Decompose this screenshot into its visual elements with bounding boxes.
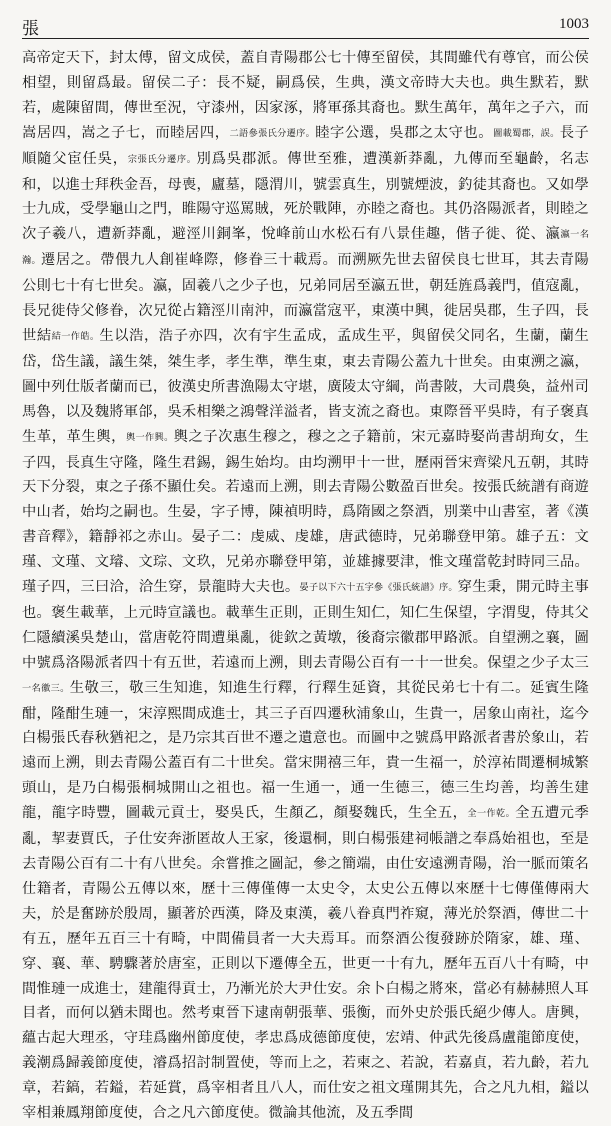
text-segment: 全五遭元季亂，挈妻賈氏，子仕安奔浙匿故人王家，後還桐，則白楊張建祠帳譜之奉爲始祖也，至是去青陽公百有二十有八世矣。余嘗推之圖記，參之簡端，由仕安遠溯青陽，治一脈而策名仕籍者，青陽公五傳以來，歷十三傳僅傳一太史令，太史公五傳以來歷十七傳僅傳兩大夫，於是奮跡於殷周，顯著於西漢，降及東漢，羲八眷真門祚窺，薄光於祭酒，傳世二十有五，歷年五百三十有畸，中間備員者一大夫焉耳。而祭酒公復發跡於隋家，雄、瑾、穿、襄、華、騁驟著於唐室，正則以下遷傳全五，世更一十有九，歷年五百八十有畸，中間惟璉一成進士，建龍得貢士，乃漸光於大尹仕安。余卜白楊之將來，當必有赫赫照人耳目者，而何以猶未聞也。然考東晉下逮南朝張華、張衡，而外史於張氏絕少傳人。唐興，蘊古起大理丞，守珪爲幽州節度使，孝忠爲成德節度使，宏靖、仲武先後爲盧龍節度使，義潮爲歸義節度使，濬爲招討制置使，等而上之，若柬之、若說，若嘉貞，若九齡，若九章，若鎬，若鎰，若延賞，爲宰相者且八人，而仕安之祖文瑾開其先，合之凡九相，鎰以宰相兼鳳翔節度使，合之凡六節度使。微論其他流，及五季間 [22, 805, 590, 1122]
inline-note: 宗張氏分遷序。 [127, 153, 197, 165]
inline-note: 圖載蜀郡，誤。 [493, 127, 560, 139]
inline-note: 結一作皓。 [51, 330, 100, 342]
inline-note: 晏子以下六十五字參《張氏統譜》序。 [299, 582, 458, 594]
text-segment: 輿之子次惠生穆之，穆之之子籍前，宋元嘉時娶尚書胡珣女，生子四，長真生守隆，隆生君錫，錫生始均。由均溯甲十一世，歷兩晉宋齊梁凡五朝，其時天下分裂，東之子孫不顯仕矣。若遠而上溯，則去青陽公數盈百世矣。按張氏統譜有商遊中山者，始均之嗣也。生晏，字子博，陳禎明時，爲隋國之祭酒，別業中山書室，著《漢書音釋》，籍靜祁之赤山。晏子二：虔威、虔雄，唐武德時，兄弟聯登甲第。雄子五：文瑾、文瑾、文璿、文琮、文玖，兄弟亦聯登甲第，並雄據要津，惟文瑾當乾封時同三品。瑾子四，三曰洽，洽生穿，景龍時大夫也。 [22, 428, 590, 596]
running-title: 張 [22, 19, 40, 39]
genealogy-text [22, 46, 589, 1126]
inline-note: 輿一作興。 [125, 431, 174, 443]
inline-note: 二語參張氏分遷序。 [229, 127, 316, 139]
body-paragraph [22, 46, 589, 1126]
text-segment: 穿生秉，開元時主事也。褒生載華，上元時宣議也。載華生正則，正則生知仁，知仁生保望，字渭叟，侍其父仁隱續溪吳楚山，當唐乾符間遭巢亂，徙欽之黃墩，後裔宗徽郡甲路派。自望溯之襄，圖中號爲洛陽派者四十有五世，若遠而上溯，則去青陽公百有一十一世矣。保望之少子太三 [22, 579, 589, 671]
page-header [22, 8, 589, 39]
inline-note: 全一作乾。 [467, 808, 516, 820]
text-segment: 生以浩，浩子亦四，次有宇生孟成，孟成生平，與留侯父同名，生蘭，蘭生岱，岱生議，議生桀，桀生孝，孝生準，準生東，東去青陽公蓋九十世矣。由東溯之瀛，圖中列仕版者蘭而已，彼漢史所書漁陽太守堪，廣陵太守綱，尚書陂，大司農奐，益州司馬魯，以及魏將軍郃，吳禾相樂之鴻聲洋溢者，皆支流之裔也。東際晉平吳時，有子褒真生革，革生輿， [22, 327, 590, 445]
inline-note: 瀛一名瀚。 [22, 229, 590, 267]
text-segment: 別爲吳郡派。傳世至雅，遭漢新莽亂，九傳而至龜齡，名志和，以進士拜秩金吾，母喪，廬墓，隱渭川，號雲真生，別號煙波，釣徒其裔也。又如學士九成，受學龜山之門，睢陽守巡罵賊，死於戰陣，亦睦之裔也。其仍洛陽派者，則睦之次子羲八，遭新莽亂，避涇川銅峯，悅峰前山水松石有八景佳趣，偕子徙、從、瀛 [22, 150, 589, 243]
inline-note: 一名徽三。 [22, 682, 70, 694]
text-segment: 長子順隨父宦任吳， [22, 124, 590, 167]
page-number: 1003 [559, 16, 589, 32]
text-segment: 睦字公選，吳郡之太守也。 [315, 124, 494, 141]
text-segment: 高帝定天下，封太傅，留文成侯，蓋自青陽郡公七十傳至留侯，其間雖代有尊官，而公侯相望，則留爲最。留侯二子：長不疑，嗣爲侯，生典，漢文帝時大夫也。典生默若，默若，處陳留間，傳世至況，守漆州，因家涿，將軍孫其裔也。默生萬年，萬年之子六，而嵩居四，嵩之子七，而睦居四， [22, 50, 589, 141]
text-segment: 遷居之。帶偎九人創崔峰際，修眷三十載焉。而溯厥先世去留侯良七世耳，其去青陽公則七十有七世矣。瀛，固羲八之少子也，兄弟同居至瀛五世，朝廷旌爲義門，值寇亂，長兄徙侍父修眷，次兄從占籍涇川南沖，而瀛當寇平，東漢中興，徙居吳郡，生子四，長世結 [22, 252, 590, 344]
text-segment: 生敬三，敬三生知進，知進生行釋，行釋生延資，其從民弟七十有二。延賓生隆酣，隆酣生璉一，宋淳熙間成進士，其三子百四遷秋浦象山，生貴一，居象山南社，迄今白楊張氏春秋猶祀之，是乃宗其百世不遷之遺意也。而圖中之號爲甲路派者書於象山，若遠而上溯，則去青陽公蓋百有二十世矣。當宋開禧三年，貴一生福一，於淳祐間遷桐城繁頭山，是乃白楊張桐城開山之祖也。福一生通一，通一生德三，德三生均善，均善生建龍，龍字時豐，圖載元貢士，娶吳氏，生顏乙，顏娶魏氏，生全五， [22, 679, 590, 822]
